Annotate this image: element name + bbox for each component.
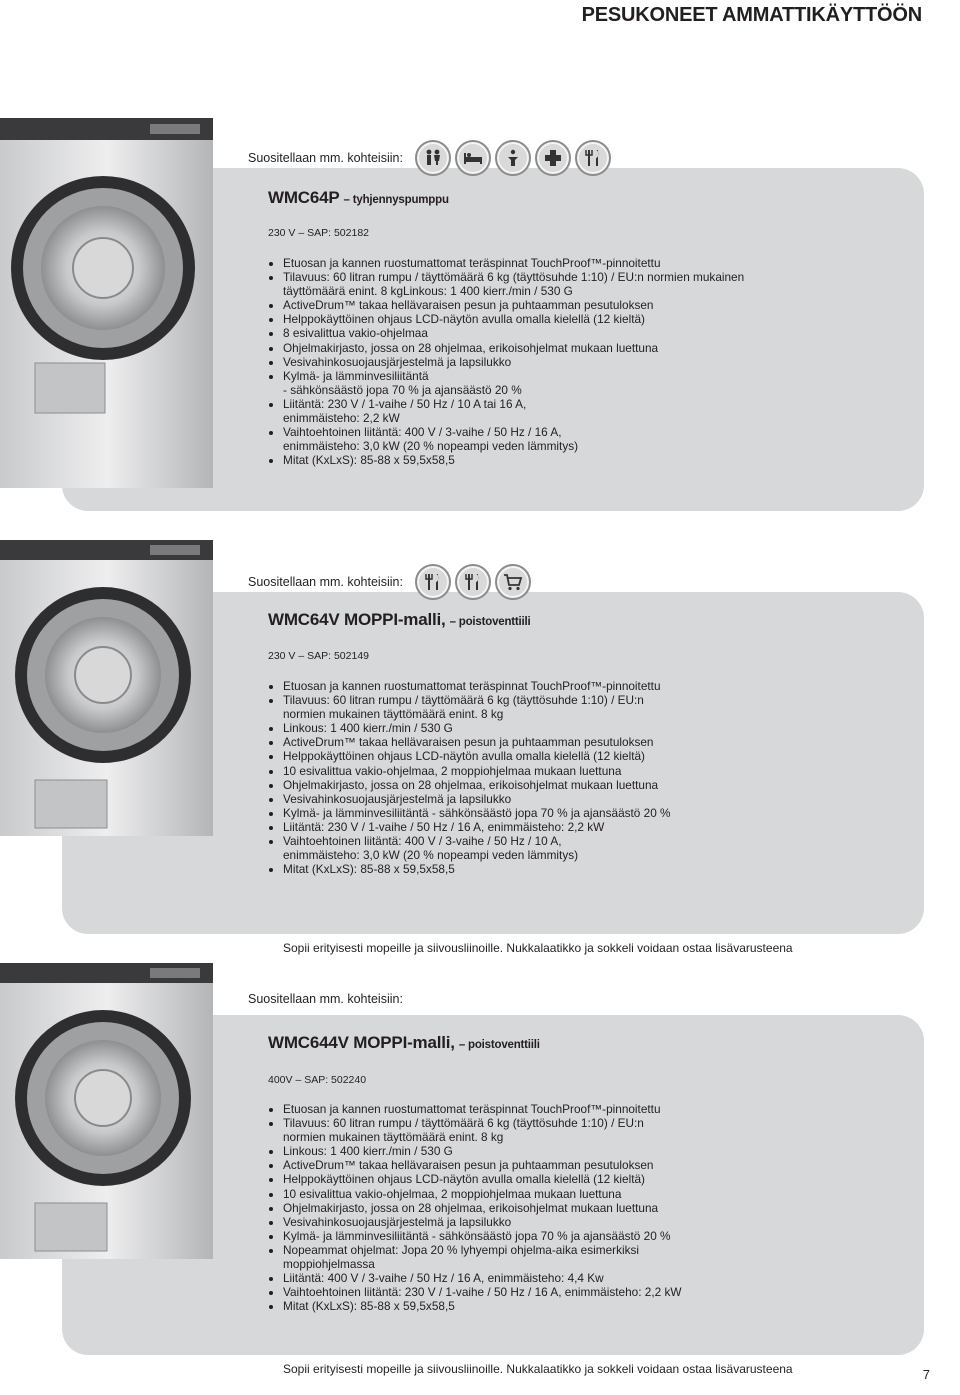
page-title: PESUKONEET AMMATTIKÄYTTÖÖN: [581, 4, 922, 26]
model-title: [268, 610, 531, 630]
recommended-for: [248, 564, 535, 600]
list-item: • Liitäntä: 400 V / 3-vaihe / 50 Hz / 16 A, enimmäisteho: 4,4 Kw: [283, 1271, 753, 1285]
washing-machine-image: [0, 540, 213, 836]
list-item: • ActiveDrum™ takaa hellävaraisen pesun ja puhtaamman pesutuloksen: [283, 1158, 753, 1172]
note-text: Sopii erityisesti mopeille ja siivousliinoille. Nukkalaatikko ja sokkeli voidaan ostaa lisävarusteena: [283, 941, 793, 955]
list-item: • Nopeammat ohjelmat: Jopa 20 % lyhyempi ohjelma-aika esimerkiksi moppiohjelmassa: [283, 1243, 703, 1271]
washing-machine-image: [0, 118, 213, 488]
list-item: • Tilavuus: 60 litran rumpu / täyttömäärä 6 kg (täyttösuhde 1:10) / EU:n normien mukainen täyttömäärä enint. 8 kgLinkous: 1 400 kierr./min / 530 G: [283, 270, 753, 298]
list-item: • Mitat (KxLxS): 85-88 x 59,5x58,5: [283, 862, 753, 876]
voltage-sap: 230 V – SAP: 502149: [268, 650, 369, 662]
list-item: • Etuosan ja kannen ruostumattomat teräspinnat TouchProof™-pinnoitettu: [283, 679, 753, 693]
list-item: • ActiveDrum™ takaa hellävaraisen pesun ja puhtaamman pesutuloksen: [283, 735, 753, 749]
list-item: • Linkous: 1 400 kierr./min / 530 G: [283, 721, 753, 735]
people-icon: [415, 140, 451, 176]
list-item: • Etuosan ja kannen ruostumattomat teräspinnat TouchProof™-pinnoitettu: [283, 1102, 753, 1116]
list-item: • Helppokäyttöinen ohjaus LCD-näytön avulla omalla kielellä (12 kieltä): [283, 1172, 753, 1186]
list-item: • ActiveDrum™ takaa hellävaraisen pesun ja puhtaamman pesutuloksen: [283, 298, 753, 312]
model-name: WMC644V MOPPI-malli,: [268, 1033, 455, 1052]
spec-list: [268, 679, 753, 876]
list-item: • Ohjelmakirjasto, jossa on 28 ohjelmaa, erikoisohjelmat mukaan luettuna: [283, 778, 753, 792]
list-item: • Mitat (KxLxS): 85-88 x 59,5x58,5: [283, 1299, 753, 1313]
spec-list: [268, 1102, 753, 1313]
list-item: • Vaihtoehtoinen liitäntä: 400 V / 3-vaihe / 50 Hz / 10 A, enimmäisteho: 3,0 kW (20 % nopeampi veden lämmitys): [283, 834, 613, 862]
list-item: • Helppokäyttöinen ohjaus LCD-näytön avulla omalla kielellä (12 kieltä): [283, 749, 753, 763]
list-item: • 10 esivalittua vakio-ohjelmaa, 2 moppiohjelmaa mukaan luettuna: [283, 764, 753, 778]
list-item: • Etuosan ja kannen ruostumattomat teräspinnat TouchProof™-pinnoitettu: [283, 256, 753, 270]
model-name: WMC64P: [268, 188, 340, 207]
voltage-sap: 230 V – SAP: 502182: [268, 227, 369, 239]
recommend-label: Suositellaan mm. kohteisiin:: [248, 575, 403, 589]
washing-machine-image: [0, 963, 213, 1259]
model-title: [268, 1033, 540, 1053]
recommend-label: Suositellaan mm. kohteisiin:: [248, 992, 403, 1006]
recommended-for: [248, 140, 615, 176]
list-item: • Mitat (KxLxS): 85-88 x 59,5x58,5: [283, 453, 753, 467]
list-item: • 8 esivalittua vakio-ohjelmaa: [283, 326, 753, 340]
list-item: • Vesivahinkosuojausjärjestelmä ja lapsilukko: [283, 792, 753, 806]
model-title: [268, 188, 449, 208]
list-item: • Linkous: 1 400 kierr./min / 530 G: [283, 1144, 753, 1158]
list-item: • Kylmä- ja lämminvesiliitäntä - sähkönsäästö jopa 70 % ja ajansäästö 20 %: [283, 1229, 753, 1243]
cutlery-icon: [575, 140, 611, 176]
list-item: • Vesivahinkosuojausjärjestelmä ja lapsilukko: [283, 1215, 753, 1229]
list-item: • Vaihtoehtoinen liitäntä: 230 V / 1-vaihe / 50 Hz / 16 A, enimmäisteho: 2,2 kW: [283, 1285, 753, 1299]
list-item: • Helppokäyttöinen ohjaus LCD-näytön avulla omalla kielellä (12 kieltä): [283, 312, 753, 326]
voltage-sap: 400V – SAP: 502240: [268, 1074, 367, 1086]
medical-cross-icon: [535, 140, 571, 176]
list-item: • Liitäntä: 230 V / 1-vaihe / 50 Hz / 16 A, enimmäisteho: 2,2 kW: [283, 820, 753, 834]
bed-icon: [455, 140, 491, 176]
list-item: • Kylmä- ja lämminvesiliitäntä - sähkönsäästö jopa 70 % ja ajansäästö 20 %: [283, 806, 753, 820]
spec-list: [268, 256, 753, 467]
list-item: - sähkönsäästö jopa 70 % ja ajansäästö 20 %: [283, 382, 522, 397]
list-item: • Kylmä- ja lämminvesiliitäntä: [283, 369, 753, 383]
model-subtitle: – poistoventtiili: [458, 1039, 540, 1051]
model-subtitle: – tyhjennyspumppu: [343, 194, 449, 206]
list-item: • Vaihtoehtoinen liitäntä: 400 V / 3-vaihe / 50 Hz / 16 A, enimmäisteho: 3,0 kW (20 % nopeampi veden lämmitys): [283, 425, 613, 453]
page-number: 7: [922, 1367, 930, 1382]
list-item: • 10 esivalittua vakio-ohjelmaa, 2 moppiohjelmaa mukaan luettuna: [283, 1187, 753, 1201]
spa-icon: [495, 140, 531, 176]
list-item: • Tilavuus: 60 litran rumpu / täyttömäärä 6 kg (täyttösuhde 1:10) / EU:n normien mukainen täyttömäärä enint. 8 kg: [283, 693, 653, 721]
note-text: Sopii erityisesti mopeille ja siivousliinoille. Nukkalaatikko ja sokkeli voidaan ostaa lisävarusteena: [283, 1362, 793, 1376]
list-item: • Liitäntä: 230 V / 1-vaihe / 50 Hz / 10 A tai 16 A, enimmäisteho: 2,2 kW: [283, 397, 573, 425]
model-name: WMC64V MOPPI-malli,: [268, 610, 446, 629]
shopping-cart-icon: [495, 564, 531, 600]
list-item: • Ohjelmakirjasto, jossa on 28 ohjelmaa, erikoisohjelmat mukaan luettuna: [283, 341, 753, 355]
recommended-for: [248, 992, 403, 1006]
cutlery-icon: [415, 564, 451, 600]
cutlery-icon: [455, 564, 491, 600]
model-subtitle: – poistoventtiili: [449, 616, 531, 628]
list-item: • Tilavuus: 60 litran rumpu / täyttömäärä 6 kg (täyttösuhde 1:10) / EU:n normien mukainen täyttömäärä enint. 8 kg: [283, 1116, 653, 1144]
recommend-label: Suositellaan mm. kohteisiin:: [248, 151, 403, 165]
list-item: • Vesivahinkosuojausjärjestelmä ja lapsilukko: [283, 355, 753, 369]
list-item: • Ohjelmakirjasto, jossa on 28 ohjelmaa, erikoisohjelmat mukaan luettuna: [283, 1201, 753, 1215]
